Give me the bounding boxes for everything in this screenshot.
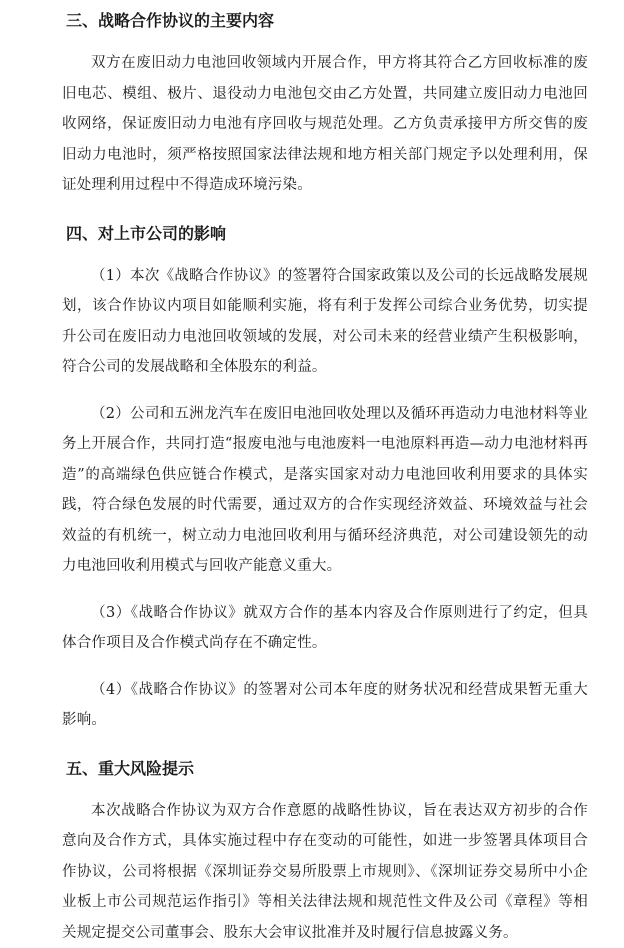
paragraph-risk: 本次战略合作协议为双方合作意愿的战略性协议，旨在表达双方初步的合作意向及合作方式，具体实施过程中存在变动的可能性，如进一步签署具体项目合作协议，公司将根据《深圳证券交易所股票上市规则》、《深圳证券交易所中小企业板上市公司规范运作指引》等相关法律法规和规范性文件及公司《章程》等相关规定提交公司董事会、股东大会审议批准并及时履行信息披露义务。 — [62, 796, 588, 948]
section-heading-impact: 四、对上市公司的影响 — [62, 221, 588, 247]
section-heading-main-content: 三、战略合作协议的主要内容 — [62, 8, 588, 34]
paragraph-impact-1: （1）本次《战略合作协议》的签署符合国家政策以及公司的长远战略发展规划，该合作协议内项目如能顺利实施，将有利于发挥公司综合业务优势，切实提升公司在废旧动力电池回收领域的发展，对公司未来的经营业绩产生积极影响，符合公司的发展战略和全体股东的利益。 — [62, 261, 588, 383]
section-heading-risk: 五、重大风险提示 — [62, 756, 588, 782]
paragraph-main-content: 双方在废旧动力电池回收领域内开展合作，甲方将其符合乙方回收标准的废旧电芯、模组、极片、退役动力电池包交由乙方处置，共同建立废旧动力电池回收网络，保证废旧动力电池有序回收与规范处理。乙方负责承接甲方所交售的废旧动力电池时，须严格按照国家法律法规和地方相关部门规定予以处理利用，保证处理利用过程中不得造成环境污染。 — [62, 48, 588, 201]
paragraph-impact-2: （2）公司和五洲龙汽车在废旧电池回收处理以及循环再造动力电池材料等业务上开展合作，共同打造“报废电池与电池废料一电池原料再造—动力电池材料再造”的高端绿色供应链合作模式，是落实国家对动力电池回收利用要求的具体实践，符合绿色发展的时代需要，通过双方的合作实现经济效益、环境效益与社会效益的有机统一，树立动力电池回收利用与循环经济典范，对公司建设领先的动力电池回收利用模式与回收产能意义重大。 — [62, 399, 588, 582]
paragraph-impact-3: （3）《战略合作协议》就双方合作的基本内容及合作原则进行了约定，但具体合作项目及合作模式尚存在不确定性。 — [62, 598, 588, 659]
paragraph-impact-4: （4）《战略合作协议》的签署对公司本年度的财务状况和经营成果暂无重大影响。 — [62, 675, 588, 736]
